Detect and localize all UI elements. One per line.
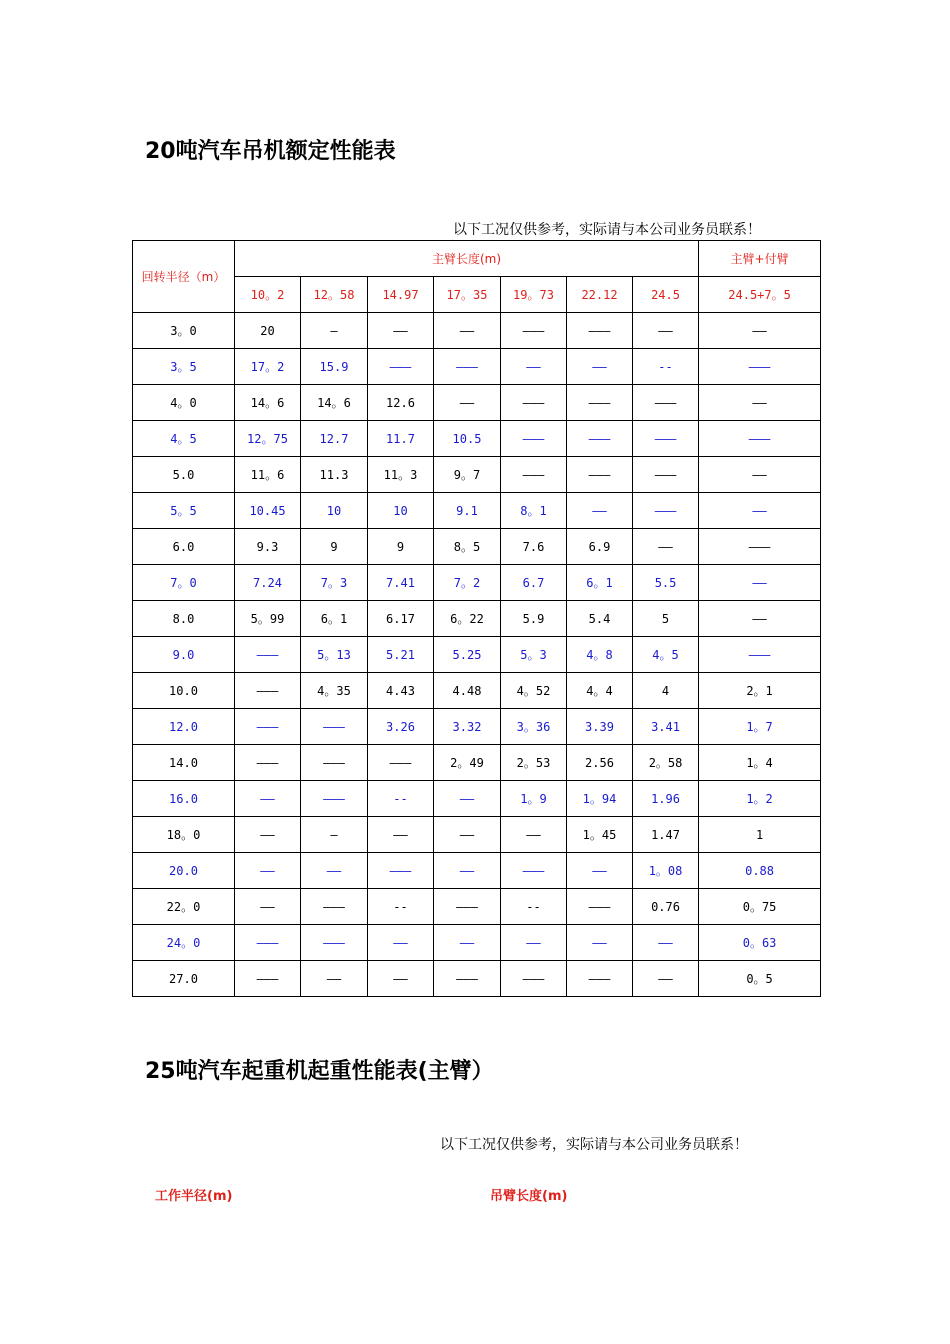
capacity-cell: ——— [235, 745, 301, 781]
capacity-cell: ——— [699, 637, 821, 673]
radius-cell: 8.0 [133, 601, 235, 637]
capacity-cell: 11。6 [235, 457, 301, 493]
capacity-cell: —— [434, 853, 501, 889]
section2-title: 25吨汽车起重机起重性能表(主臂） [145, 1059, 494, 1084]
capacity-cell: 4。4 [567, 673, 633, 709]
capacity-cell: 0。75 [699, 889, 821, 925]
capacity-cell: 7.41 [368, 565, 434, 601]
capacity-cell: 3.32 [434, 709, 501, 745]
capacity-cell: ——— [301, 745, 368, 781]
boom-length-7: 24.5+7。5 [699, 277, 821, 313]
table-row [133, 745, 821, 781]
capacity-cell: ——— [501, 385, 567, 421]
capacity-cell: ——— [434, 349, 501, 385]
section1-title: 20吨汽车吊机额定性能表 [145, 139, 396, 164]
capacity-cell: —— [633, 961, 699, 997]
capacity-cell: ——— [301, 925, 368, 961]
boom-length-header: 主臂长度(m) [235, 241, 699, 277]
work-radius-label: 工作半径(m) [155, 1189, 233, 1204]
capacity-cell: 1。08 [633, 853, 699, 889]
capacity-cell: 11.7 [368, 421, 434, 457]
capacity-cell: ——— [567, 889, 633, 925]
boom-length-2: 14.97 [368, 277, 434, 313]
capacity-cell: ——— [567, 313, 633, 349]
capacity-cell: 4.48 [434, 673, 501, 709]
table-row [133, 889, 821, 925]
capacity-cell: ——— [235, 673, 301, 709]
capacity-cell: 6。1 [301, 601, 368, 637]
capacity-cell: 9。7 [434, 457, 501, 493]
capacity-cell: 0。63 [699, 925, 821, 961]
capacity-cell: 12。75 [235, 421, 301, 457]
capacity-cell: —— [567, 493, 633, 529]
radius-cell: 5。5 [133, 493, 235, 529]
capacity-cell: 11。3 [368, 457, 434, 493]
capacity-cell: —— [434, 313, 501, 349]
capacity-cell: ——— [235, 925, 301, 961]
boom-length-4: 19。73 [501, 277, 567, 313]
capacity-cell: 5.5 [633, 565, 699, 601]
section1-note: 以下工况仅供参考，实际请与本公司业务员联系！ [453, 222, 761, 238]
table-row [133, 565, 821, 601]
capacity-cell: 9 [368, 529, 434, 565]
capacity-cell: —— [633, 529, 699, 565]
capacity-cell: —— [368, 817, 434, 853]
boom-length-1: 12。58 [301, 277, 368, 313]
radius-cell: 9.0 [133, 637, 235, 673]
capacity-cell: 4。8 [567, 637, 633, 673]
radius-cell: 3。0 [133, 313, 235, 349]
jib-header: 主臂+付臂 [699, 241, 821, 277]
capacity-cell: —— [368, 313, 434, 349]
radius-cell: 5.0 [133, 457, 235, 493]
capacity-cell: ——— [301, 781, 368, 817]
capacity-cell: —— [434, 925, 501, 961]
table-row [133, 637, 821, 673]
capacity-cell: 4 [633, 673, 699, 709]
radius-header: 回转半径（m） [133, 241, 235, 313]
table-row [133, 673, 821, 709]
capacity-cell: —— [567, 349, 633, 385]
capacity-cell: —— [699, 565, 821, 601]
table-row [133, 853, 821, 889]
capacity-cell: —— [567, 925, 633, 961]
capacity-cell: 0.76 [633, 889, 699, 925]
capacity-cell: —— [368, 925, 434, 961]
table-row [133, 961, 821, 997]
capacity-cell: —— [699, 457, 821, 493]
capacity-cell: —— [235, 781, 301, 817]
capacity-cell: 5。99 [235, 601, 301, 637]
capacity-cell: ——— [699, 421, 821, 457]
capacity-cell: 0。5 [699, 961, 821, 997]
table-row [133, 709, 821, 745]
capacity-cell: 7。3 [301, 565, 368, 601]
capacity-cell: 14。6 [235, 385, 301, 421]
capacity-cell: 2。58 [633, 745, 699, 781]
capacity-cell: 7.6 [501, 529, 567, 565]
boom-length-label: 吊臂长度(m) [490, 1189, 568, 1204]
radius-cell: 22。0 [133, 889, 235, 925]
capacity-cell: 17。2 [235, 349, 301, 385]
table-row [133, 385, 821, 421]
capacity-cell: 7.24 [235, 565, 301, 601]
capacity-cell: 9.1 [434, 493, 501, 529]
radius-cell: 16.0 [133, 781, 235, 817]
radius-cell: 14.0 [133, 745, 235, 781]
capacity-cell: 6.7 [501, 565, 567, 601]
table-row [133, 457, 821, 493]
capacity-cell: 10.5 [434, 421, 501, 457]
capacity-cell: 5.21 [368, 637, 434, 673]
capacity-cell: ——— [368, 853, 434, 889]
table-row [133, 529, 821, 565]
capacity-cell: 1 [699, 817, 821, 853]
capacity-cell: —— [501, 349, 567, 385]
capacity-cell: ——— [368, 745, 434, 781]
table-row [133, 313, 821, 349]
capacity-cell: 1.47 [633, 817, 699, 853]
capacity-cell: ——— [633, 457, 699, 493]
capacity-cell: ——— [699, 529, 821, 565]
capacity-cell: ——— [501, 457, 567, 493]
capacity-cell: 5。3 [501, 637, 567, 673]
capacity-cell: ——— [301, 889, 368, 925]
capacity-cell: 4。35 [301, 673, 368, 709]
capacity-cell: 1。9 [501, 781, 567, 817]
capacity-cell: 14。6 [301, 385, 368, 421]
capacity-cell: —— [699, 385, 821, 421]
capacity-cell: —— [235, 817, 301, 853]
capacity-cell: ——— [368, 349, 434, 385]
capacity-cell: ——— [699, 349, 821, 385]
capacity-cell: ——— [567, 961, 633, 997]
capacity-cell: ——— [633, 421, 699, 457]
capacity-cell: 5。13 [301, 637, 368, 673]
capacity-cell: ——— [501, 853, 567, 889]
capacity-cell: 3.41 [633, 709, 699, 745]
capacity-cell: 12.7 [301, 421, 368, 457]
capacity-cell: —— [699, 601, 821, 637]
capacity-cell: 1。94 [567, 781, 633, 817]
radius-cell: 6.0 [133, 529, 235, 565]
table-row [133, 781, 821, 817]
capacity-cell: 10 [301, 493, 368, 529]
capacity-cell: 0.88 [699, 853, 821, 889]
capacity-cell: 12.6 [368, 385, 434, 421]
boom-length-5: 22.12 [567, 277, 633, 313]
capacity-cell: 4。5 [633, 637, 699, 673]
capacity-cell: ——— [501, 313, 567, 349]
capacity-cell: 3.39 [567, 709, 633, 745]
capacity-cell: 9.3 [235, 529, 301, 565]
capacity-cell: 9 [301, 529, 368, 565]
boom-length-3: 17。35 [434, 277, 501, 313]
capacity-cell: 5 [633, 601, 699, 637]
capacity-cell: —— [368, 961, 434, 997]
capacity-cell: —— [434, 385, 501, 421]
capacity-cell: ——— [501, 421, 567, 457]
capacity-cell: 15.9 [301, 349, 368, 385]
capacity-cell: 6.17 [368, 601, 434, 637]
radius-cell: 24。0 [133, 925, 235, 961]
crane-capacity-table-20t [132, 240, 821, 997]
capacity-cell: ——— [235, 961, 301, 997]
capacity-cell: 1。4 [699, 745, 821, 781]
capacity-cell: 6.9 [567, 529, 633, 565]
capacity-cell: 5.9 [501, 601, 567, 637]
capacity-cell: -- [368, 781, 434, 817]
capacity-cell: 2。1 [699, 673, 821, 709]
radius-cell: 3。5 [133, 349, 235, 385]
boom-length-6: 24.5 [633, 277, 699, 313]
capacity-cell: — [301, 313, 368, 349]
capacity-cell: —— [301, 853, 368, 889]
capacity-cell: ——— [434, 889, 501, 925]
capacity-cell: —— [235, 889, 301, 925]
capacity-cell: 4。52 [501, 673, 567, 709]
capacity-cell: ——— [235, 637, 301, 673]
capacity-cell: 2。49 [434, 745, 501, 781]
capacity-cell: 4.43 [368, 673, 434, 709]
capacity-cell: —— [501, 817, 567, 853]
capacity-cell: —— [235, 853, 301, 889]
capacity-cell: 3。36 [501, 709, 567, 745]
table-row [133, 493, 821, 529]
capacity-cell: 10.45 [235, 493, 301, 529]
table-row [133, 925, 821, 961]
radius-cell: 7。0 [133, 565, 235, 601]
radius-cell: 12.0 [133, 709, 235, 745]
capacity-cell: —— [301, 961, 368, 997]
capacity-cell: ——— [501, 961, 567, 997]
capacity-cell: 3.26 [368, 709, 434, 745]
capacity-cell: 6。22 [434, 601, 501, 637]
capacity-cell: 11.3 [301, 457, 368, 493]
capacity-cell: -- [633, 349, 699, 385]
boom-length-0: 10。2 [235, 277, 301, 313]
capacity-cell: ——— [567, 457, 633, 493]
capacity-cell: 10 [368, 493, 434, 529]
capacity-cell: ——— [633, 493, 699, 529]
capacity-cell: — [301, 817, 368, 853]
capacity-cell: —— [501, 925, 567, 961]
capacity-cell: 1。7 [699, 709, 821, 745]
capacity-cell: —— [633, 313, 699, 349]
capacity-cell: 7。2 [434, 565, 501, 601]
capacity-cell: 1。45 [567, 817, 633, 853]
capacity-cell: 8。1 [501, 493, 567, 529]
capacity-cell: -- [368, 889, 434, 925]
capacity-cell: -- [501, 889, 567, 925]
capacity-cell: 5.25 [434, 637, 501, 673]
table-row [133, 601, 821, 637]
capacity-cell: ——— [434, 961, 501, 997]
table-row [133, 421, 821, 457]
section2-note: 以下工况仅供参考，实际请与本公司业务员联系！ [440, 1137, 748, 1153]
capacity-cell: 6。1 [567, 565, 633, 601]
capacity-cell: 5.4 [567, 601, 633, 637]
capacity-cell: 2。53 [501, 745, 567, 781]
table-row [133, 349, 821, 385]
capacity-cell: 1.96 [633, 781, 699, 817]
radius-cell: 4。0 [133, 385, 235, 421]
capacity-cell: ——— [301, 709, 368, 745]
capacity-cell: —— [633, 925, 699, 961]
capacity-cell: ——— [633, 385, 699, 421]
radius-cell: 4。5 [133, 421, 235, 457]
capacity-cell: ——— [235, 709, 301, 745]
radius-cell: 27.0 [133, 961, 235, 997]
capacity-cell: 8。5 [434, 529, 501, 565]
capacity-cell: —— [699, 313, 821, 349]
radius-cell: 20.0 [133, 853, 235, 889]
capacity-cell: 1。2 [699, 781, 821, 817]
capacity-cell: ——— [567, 421, 633, 457]
capacity-cell: 20 [235, 313, 301, 349]
capacity-cell: 2.56 [567, 745, 633, 781]
capacity-cell: —— [434, 781, 501, 817]
radius-cell: 18。0 [133, 817, 235, 853]
table-row [133, 817, 821, 853]
capacity-cell: —— [567, 853, 633, 889]
capacity-cell: —— [699, 493, 821, 529]
capacity-cell: —— [434, 817, 501, 853]
radius-cell: 10.0 [133, 673, 235, 709]
capacity-cell: ——— [567, 385, 633, 421]
